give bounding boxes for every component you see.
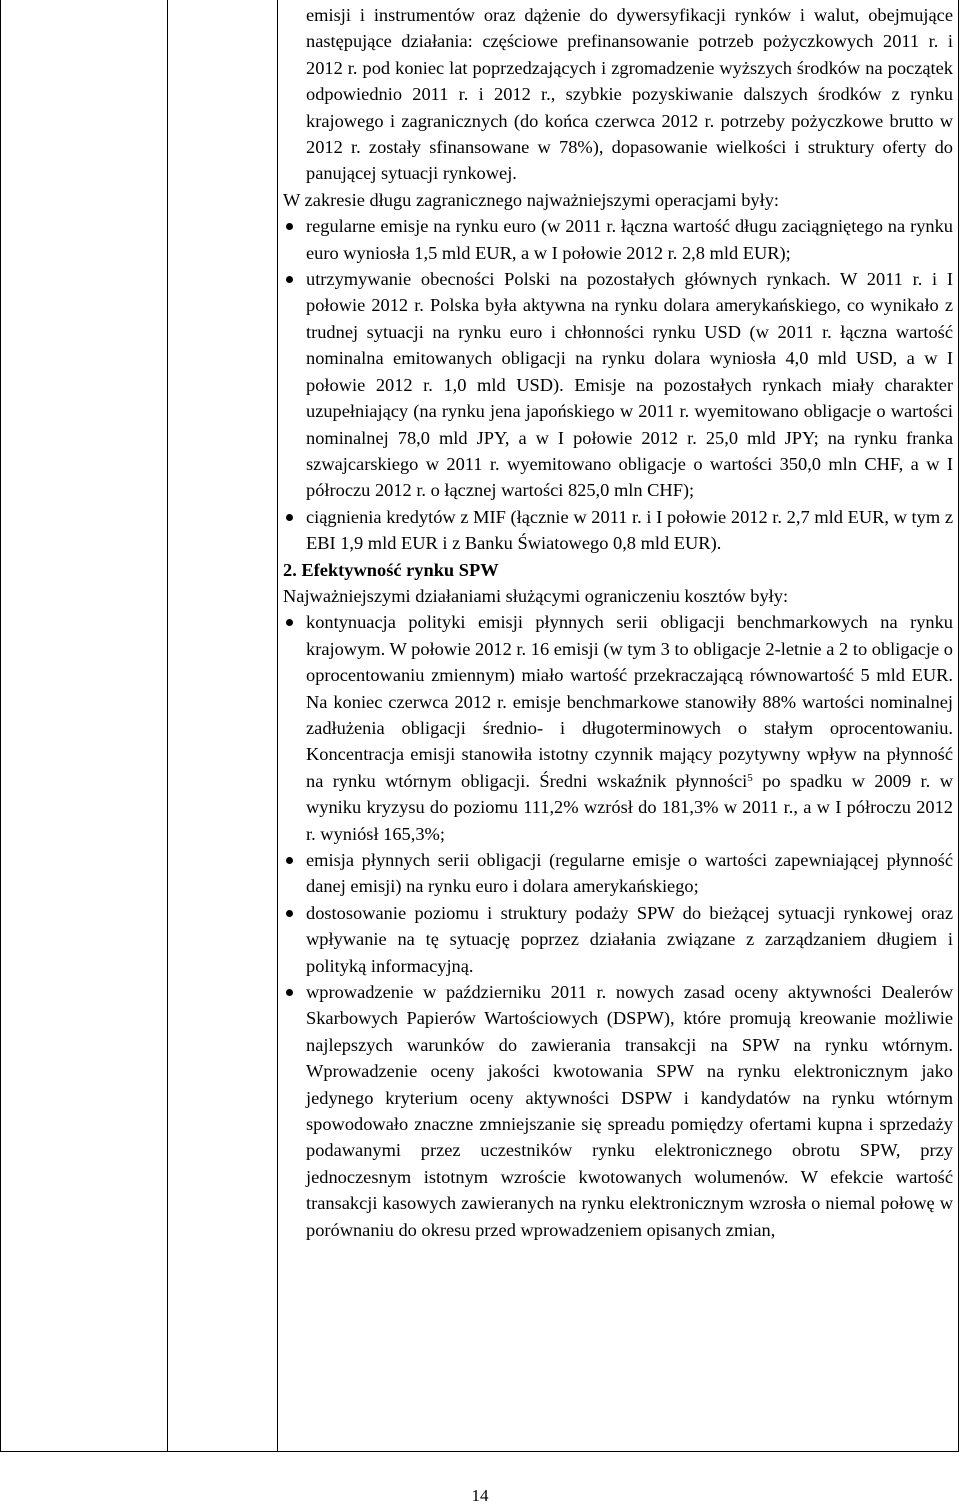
list-item-text: kontynuacja polityki emisji płynnych serii obligacji benchmarkowych na rynku krajowym. W połowie 2012 r. 16 emisji (w tym 3 to obligacje 2-letnie a 2 to obligacje o oprocentowaniu zmiennym) miało wartość przekraczającą równowartość 5 mld EUR. Na koniec czerwca 2012 r. emisje benchmarkowe stanowiły 88% wartości nominalnej zadłużenia obligacji średnio- i długoterminowych o stałym oprocentowaniu. Koncentracja emisji stanowiła istotny czynnik mający pozytywny wpływ na płynność na rynku wtórnym obligacji. Średni wskaźnik płynności [306, 612, 953, 791]
section-intro: Najważniejszymi działaniami służącymi ograniczeniu kosztów były: [283, 585, 789, 606]
list-item-text: regularne emisje na rynku euro (w 2011 r. łączna wartość długu zaciągniętego na rynku euro wyniosła 1,5 mld EUR, a w I połowie 2012 r. 2,8 mld EUR); [306, 216, 953, 263]
table-column-divider-2 [277, 0, 278, 1452]
bullet-icon [286, 910, 293, 917]
table-right-border [958, 0, 959, 1452]
list-item-text: wprowadzenie w październiku 2011 r. nowych zasad oceny aktywności Dealerów Skarbowych Papierów Wartościowych (DSPW), które promują kreowanie możliwie najlepszych warunków do zawierania transakcji na SPW na rynku wtórnym. Wprowadzenie oceny jakości kwotowania SPW na rynku elektronicznym jako jedynego kryterium oceny aktywności DSPW i kandydatów na rynku wtórnym spowodowało znaczne zmniejszanie się spreadu pomiędzy ofertami kupna i sprzedaży podawanymi przez uczestników rynku elektronicznego obrotu SPW, przy jednoczesnym istotnym wzroście kwotowanych wolumenów. W efekcie wartość transakcji kasowych zawieranych na rynku elektronicznym wzrosła o niemal połowę w porównaniu do okresu przed wprowadzeniem opisanych zmian, [306, 982, 953, 1240]
list-item [283, 847, 953, 900]
table-column-divider-1 [167, 0, 168, 1452]
bullet-icon [286, 989, 293, 996]
bullet-icon [286, 514, 293, 521]
page-number: 14 [471, 1486, 489, 1505]
table-left-border [0, 0, 1, 1452]
list-item-text: dostosowanie poziomu i struktury podaży SPW do bieżącej sytuacji rynkowej oraz wpływanie na tę sytuację poprzez działania związane z zarządzaniem długiem i polityką informacyjną. [306, 902, 953, 976]
bullet-icon [286, 223, 293, 230]
list-item-text: ciągnienia kredytów z MIF (łącznie w 2011 r. i I połowie 2012 r. 2,7 mld EUR, w tym z EBI 1,9 mld EUR i z Banku Światowego 0,8 mld EUR). [306, 506, 953, 554]
list-item-text: emisja płynnych serii obligacji (regularne emisje o wartości zapewniającej płynność danej emisji) na rynku euro i dolara amerykańskiego; [306, 850, 953, 897]
list-item [283, 900, 953, 979]
table-bottom-border [0, 1451, 959, 1452]
list-item [283, 213, 953, 266]
list-item [283, 266, 953, 504]
list-item [283, 609, 953, 847]
continuation-paragraph: emisji i instrumentów oraz dążenie do dywersyfikacji rynków i walut, obejmujące następujące działania: częściowe prefinansowanie potrzeb pożyczkowych 2011 r. i 2012 r. pod koniec lat poprzedzających i zgromadzenie wyższych środków na początek odpowiednio 2011 r. i 2012 r., szybkie pozyskiwanie dalszych środków z rynku krajowego i zagranicznych (do końca czerwca 2012 r. potrzeby pożyczkowe brutto w 2012 r. zostały sfinansowane w 78%), dopasowanie wielkości i struktury oferty do panującej sytuacji rynkowej. [306, 5, 953, 184]
bullet-icon [286, 276, 293, 283]
footnote-ref[interactable]: 5 [747, 771, 753, 784]
list-item-text: utrzymywanie obecności Polski na pozostałych głównych rynkach. W 2011 r. i I połowie 2012 r. Polska była aktywna na rynku dolara amerykańskiego, co wynikało z trudnej sytuacji na rynku euro i chłonności rynku USD (w 2011 r. łączna wartość nominalna emitowanych obligacji na rynku dolara wyniosła 4,0 mld USD, a w I połowie 2012 r. 1,0 mld USD). Emisje na pozostałych rynkach miały charakter uzupełniający (na rynku jena japońskiego w 2011 r. wyemitowano obligacje o wartości nominalnej 78,0 mld JPY, a w I połowie 2012 r. 25,0 mld JPY; na rynku franka szwajcarskiego w 2011 r. wyemitowano obligacje o wartości 350,0 mln CHF, a w I półroczu 2012 r. o łącznej wartości 825,0 mln CHF); [306, 269, 953, 501]
section-heading: 2. Efektywność rynku SPW [283, 559, 499, 580]
list-item [283, 979, 953, 1243]
bullet-icon [286, 857, 293, 864]
list-item-text-continued: po spadku w 2009 r. w wyniku kryzysu do poziomu 111,2% wzrósł do 181,3% w 2011 r., a w I półroczu 2012 r. wyniósł 165,3%; [306, 770, 953, 844]
list-item [283, 504, 953, 557]
bullet-icon [286, 619, 293, 626]
table-cell-content [283, 2, 953, 1243]
foreign-debt-intro: W zakresie długu zagranicznego najważniejszymi operacjami były: [283, 189, 779, 210]
